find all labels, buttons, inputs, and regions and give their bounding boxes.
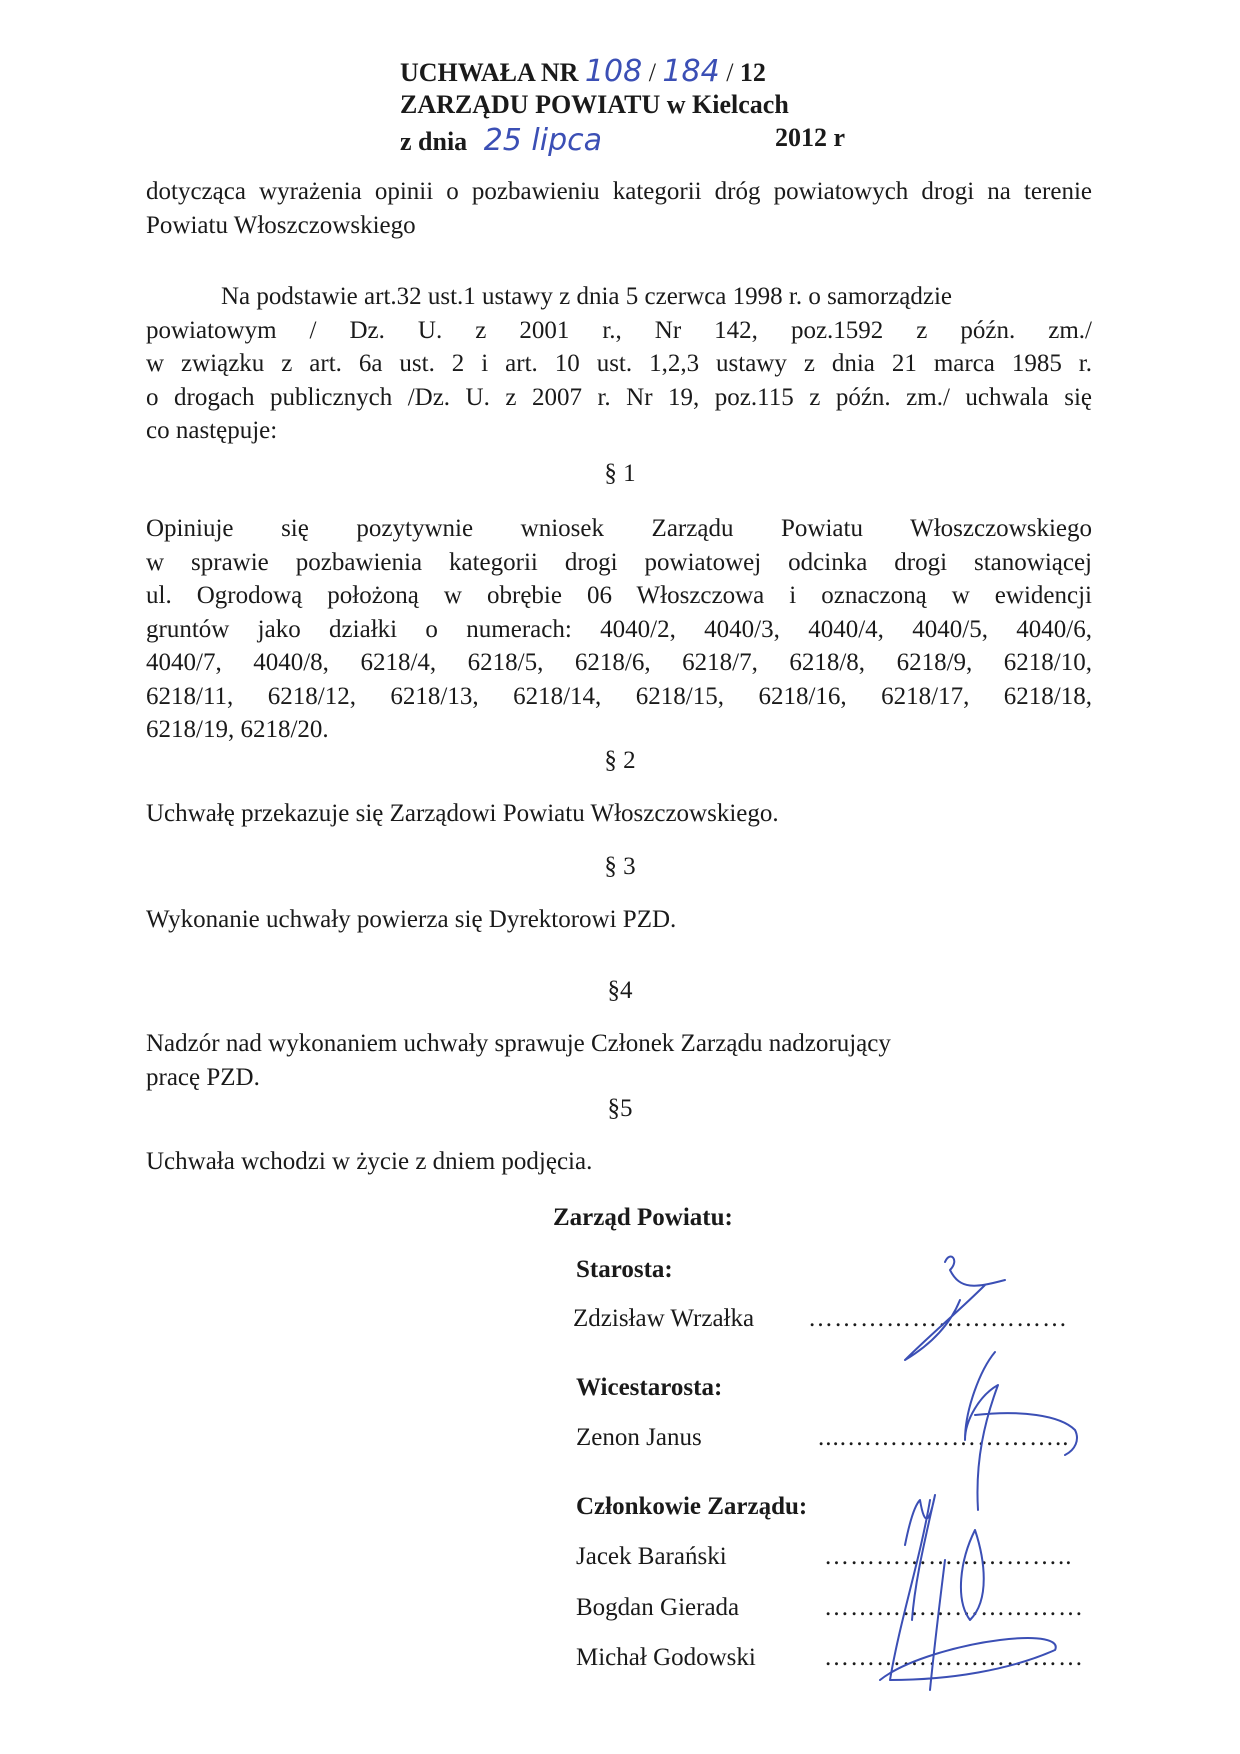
member-3-signature-line: ………………………… (824, 1644, 1084, 1671)
signature-ink (880, 1257, 1077, 1690)
wicestarosta-title: Wicestarosta: (576, 1374, 723, 1401)
legal-basis-line: o drogach publicznych /Dz. U. z 2007 r. Nr 19, poz.115 z późn. zm./ uchwala się (146, 383, 1092, 411)
member-1-name: Jacek Barański (576, 1543, 727, 1570)
wicestarosta-signature-line: ....…………………….. (818, 1424, 1070, 1451)
issuer-line: ZARZĄDU POWIATU w Kielcach (400, 90, 789, 119)
number-separator-2: / (726, 58, 734, 87)
member-3-name: Michał Godowski (576, 1644, 756, 1671)
section-2-text: Uchwałę przekazuje się Zarządowi Powiatu Włoszczowskiego. (146, 800, 779, 827)
number-separator-1: / (648, 58, 656, 87)
section-5-text: Uchwała wchodzi w życie z dniem podjęcia. (146, 1148, 593, 1175)
members-title: Członkowie Zarządu: (576, 1493, 808, 1520)
starosta-name: Zdzisław Wrzałka (573, 1305, 755, 1332)
section-4-mark: §4 (607, 977, 633, 1004)
starosta-title: Starosta: (576, 1256, 673, 1283)
member-2-name: Bogdan Gierada (576, 1594, 740, 1621)
section-1-line: w sprawie pozbawienia kategorii drogi powiatowej odcinka drogi stanowiącej (146, 548, 1092, 576)
handwritten-number-1: 108 (584, 54, 643, 89)
member-2-signature-line: ………………………… (824, 1594, 1084, 1621)
number-suffix: 12 (739, 58, 766, 87)
board-title: Zarząd Powiatu: (553, 1204, 733, 1231)
date-prefix: z dnia (400, 127, 468, 156)
title-prefix: UCHWAŁA NR (400, 58, 579, 87)
section-3-text: Wykonanie uchwały powierza się Dyrektorowi PZD. (146, 906, 677, 933)
section-4-line: pracę PZD. (146, 1063, 260, 1091)
section-1-line: gruntów jako działki o numerach: 4040/2, 4040/3, 4040/4, 4040/5, 4040/6, (146, 615, 1092, 643)
signature-wicestarosta (965, 1352, 1077, 1510)
wicestarosta-name: Zenon Janus (576, 1424, 702, 1451)
legal-basis-line: co następuje: (146, 417, 278, 444)
member-1-signature-line: ……………………….. (824, 1543, 1073, 1570)
legal-basis-line: Na podstawie art.32 ust.1 ustawy z dnia 5 czerwca 1998 r. o samorządzie (221, 283, 953, 310)
date-year: 2012 r (774, 123, 845, 152)
handwritten-number-2: 184 (662, 54, 720, 89)
section-5-mark: §5 (607, 1095, 633, 1122)
section-3-mark: § 3 (604, 853, 636, 880)
section-4-line: Nadzór nad wykonaniem uchwały sprawuje Członek Zarządu nadzorujący (146, 1030, 891, 1057)
signature-members (880, 1495, 1056, 1690)
section-1-line: 6218/11, 6218/12, 6218/13, 6218/14, 6218/15, 6218/16, 6218/17, 6218/18, (146, 682, 1092, 710)
signature-starosta (905, 1257, 1005, 1360)
legal-basis-line: w związku z art. 6a ust. 2 i art. 10 ust. 1,2,3 ustawy z dnia 21 marca 1985 r. (146, 350, 1092, 377)
section-1-line: 6218/19, 6218/20. (146, 716, 329, 743)
section-1-mark: § 1 (604, 460, 636, 487)
section-1-line: Opiniuje się pozytywnie wniosek Zarządu Powiatu Włoszczowskiego (146, 515, 1092, 542)
section-2-mark: § 2 (604, 747, 636, 774)
section-1-line: 4040/7, 4040/8, 6218/4, 6218/5, 6218/6, 6218/7, 6218/8, 6218/9, 6218/10, (146, 649, 1092, 676)
handwritten-date: 25 lipca (483, 123, 602, 158)
legal-basis-line: powiatowym / Dz. U. z 2001 r., Nr 142, poz.1592 z późn. zm./ (146, 316, 1092, 344)
section-1-line: ul. Ogrodową położoną w obrębie 06 Włoszczowa i oznaczoną w ewidencji (146, 582, 1092, 609)
subject-text: dotycząca wyrażenia opinii o pozbawieniu kategorii dróg powiatowych drogi na terenie Powiatu Włoszczowskiego (146, 178, 1092, 239)
starosta-signature-line: ………………………… (808, 1305, 1068, 1332)
